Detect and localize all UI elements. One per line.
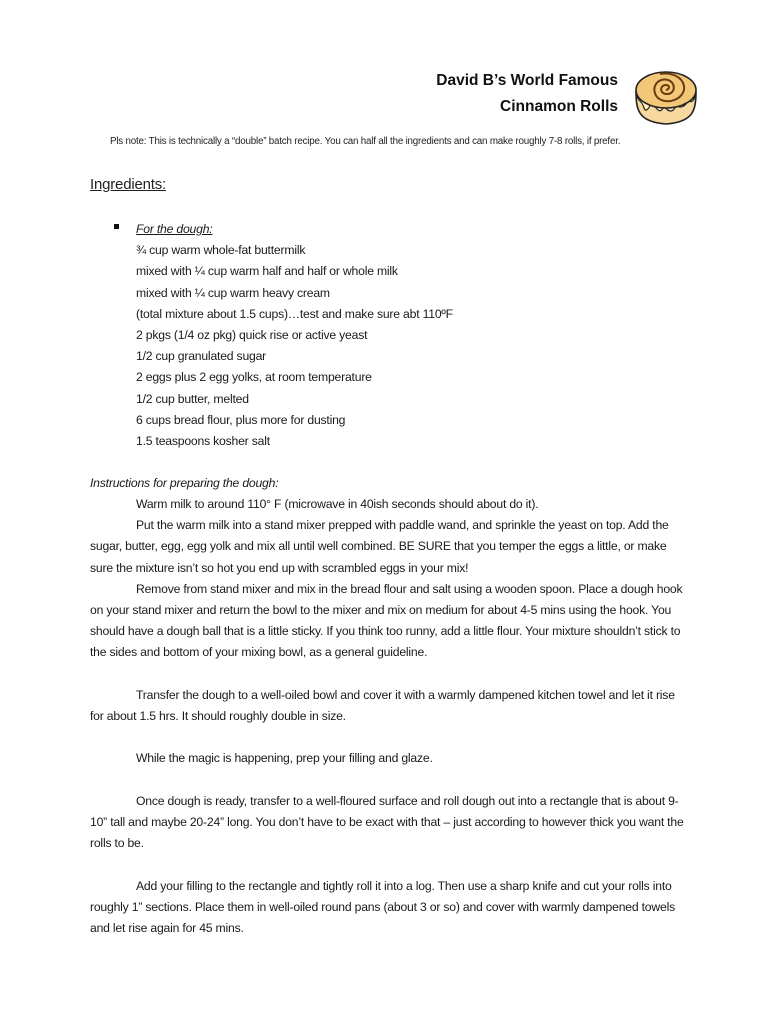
recipe-title: [436, 68, 618, 120]
title-line-2: Cinnamon Rolls: [500, 98, 618, 115]
ingredients-heading: Ingredients:: [90, 176, 166, 193]
title-line-1: David B’s World Famous: [436, 72, 618, 89]
ingredient-item: (total mixture about 1.5 cups)…test and make sure abt 110ºF: [136, 306, 453, 321]
ingredient-item: 1/2 cup granulated sugar: [136, 349, 267, 364]
dough-ingredient-list: [136, 219, 453, 452]
instructions-heading: Instructions for preparing the dough:: [90, 476, 279, 490]
instruction-paragraph: Warm milk to around 110° F (microwave in 40ish seconds should about do it).: [136, 497, 539, 511]
instruction-paragraph: Remove from stand mixer and mix in the bread flour and salt using a wooden spoon. Place a dough hook on your stand mixer and return the bowl to the mixer and mix on medium for about 4-5 mins using the hook. You should have a dough ball that is a little sticky. If you think too runny, add a little flour. Your mixture shouldn’t stick to the sides and bottom of your mixing bowl, as a general guideline.: [90, 581, 683, 660]
ingredient-item: 2 pkgs (1/4 oz pkg) quick rise or active yeast: [136, 328, 368, 343]
batch-note: Pls note: This is technically a “double” batch recipe. You can half all the ingredients and can make roughly 7-8 rolls, if prefer.: [110, 136, 621, 147]
dough-subheading: For the dough:: [136, 222, 213, 236]
cinnamon-roll-icon: [630, 62, 702, 130]
instructions-body: [90, 494, 690, 939]
ingredient-item: mixed with ¼ cup warm heavy cream: [136, 285, 330, 300]
ingredient-item: 1.5 teaspoons kosher salt: [136, 434, 270, 449]
instruction-paragraph: While the magic is happening, prep your filling and glaze.: [136, 751, 433, 766]
ingredient-item: 1/2 cup butter, melted: [136, 391, 249, 406]
bullet-marker: [114, 224, 119, 229]
ingredient-item: 2 eggs plus 2 egg yolks, at room temperature: [136, 370, 372, 385]
instruction-paragraph: Once dough is ready, transfer to a well-floured surface and roll dough out into a rectangle that is about 9-10” tall and maybe 20-24” long. You don’t have to be exact with that – just according to however thick you want the rolls to be.: [90, 793, 684, 851]
ingredient-item: 6 cups bread flour, plus more for dusting: [136, 412, 346, 427]
instruction-paragraph: Put the warm milk into a stand mixer prepped with paddle wand, and sprinkle the yeast on top. Add the sugar, butter, egg, egg yolk and mix all until well combined. BE SURE that you temper the eggs a little, or make sure the mixture isn’t so hot you end up with scrambled eggs in your mix!: [90, 518, 669, 575]
ingredient-item: ¾ cup warm whole-fat buttermilk: [136, 243, 306, 258]
ingredient-item: mixed with ¼ cup warm half and half or whole milk: [136, 264, 398, 279]
instruction-paragraph: Transfer the dough to a well-oiled bowl and cover it with a warmly dampened kitchen towel and let it rise for about 1.5 hrs. It should roughly double in size.: [90, 687, 675, 724]
instruction-paragraph: Add your filling to the rectangle and tightly roll it into a log. Then use a sharp knife and cut your rolls into roughly 1” sections. Place them in well-oiled round pans (about 3 or so) and cover with warmly dampened towels and let rise again for 45 mins.: [90, 878, 675, 935]
